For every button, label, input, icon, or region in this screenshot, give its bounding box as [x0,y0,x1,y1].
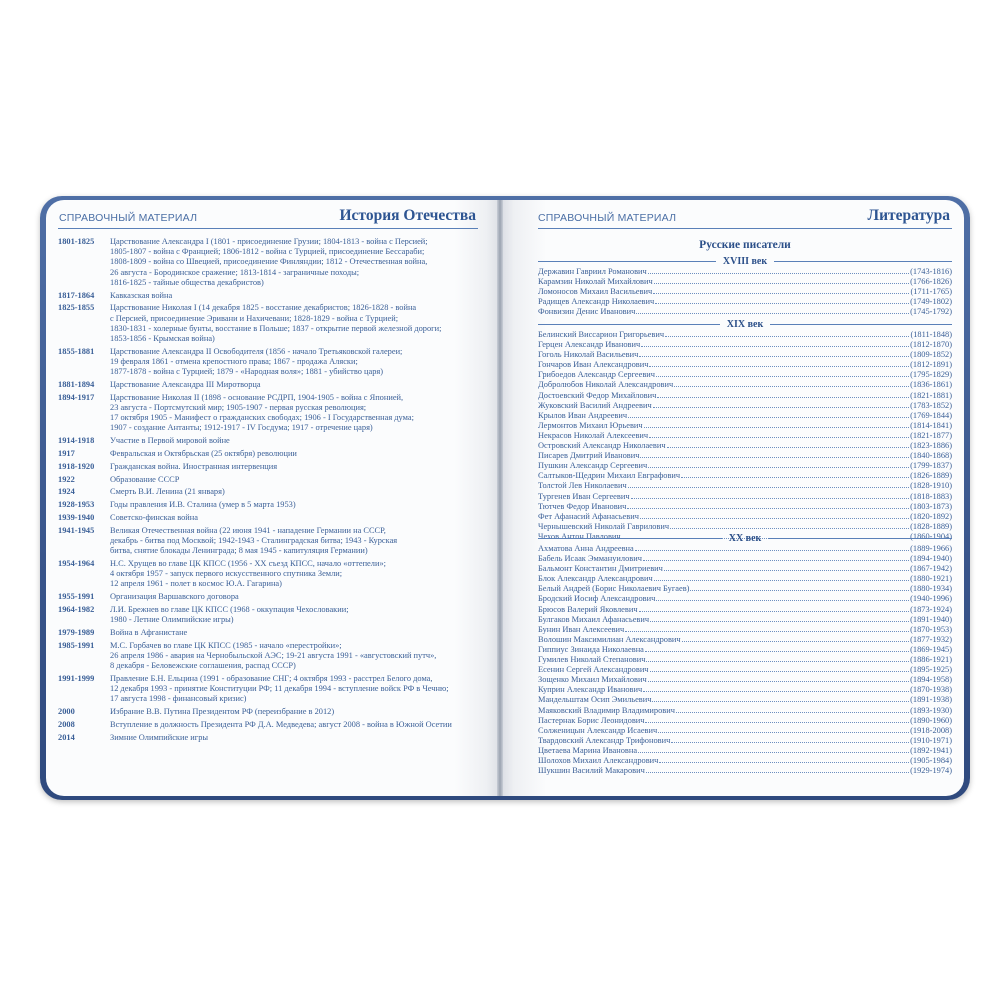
dot-leader [664,570,909,571]
dot-leader [682,641,910,642]
history-entry [58,628,478,638]
dot-leader [643,560,909,561]
dot-leader [631,498,910,499]
history-timeline [58,237,478,746]
writer-name: Островский Александр Николаевич [538,441,666,451]
writer-row [538,706,952,716]
writer-name: Гончаров Иван Александрович [538,360,649,370]
writer-row [538,756,952,766]
writer-years: (1940-1996) [910,594,952,604]
dot-leader [667,447,910,448]
dot-leader [641,346,909,347]
dot-leader [648,681,909,682]
history-entry [58,526,478,557]
history-entry [58,674,478,705]
writer-years: (1860-1904) [910,531,952,541]
history-entry-text: Смерть В.И. Ленина (21 января) [110,487,225,497]
writer-years: (1812-1870) [910,340,952,350]
writer-years: (1783-1852) [910,400,952,410]
dot-leader [639,356,909,357]
dot-leader [656,600,909,601]
writers-list [538,330,952,542]
writers-subtitle: Русские писатели [699,239,791,251]
dot-leader [690,590,909,591]
history-entry [58,449,478,459]
writer-row [538,564,952,574]
left-header-rule [58,228,478,229]
writer-name: Бродский Иосиф Александрович [538,594,656,604]
writer-name: Крылов Иван Андреевич [538,410,628,420]
century-label: XVIII век [722,255,768,267]
writer-name: Толстой Лев Николаевич [538,481,627,491]
dot-leader [650,621,909,622]
history-entry-year: 1917 [58,449,75,459]
writer-row [538,340,952,350]
writer-name: Пастернак Борис Леонидович [538,715,645,725]
dot-leader [656,376,909,377]
history-entry-year: 1928-1953 [58,500,95,510]
writer-row [538,522,952,532]
writer-row [538,471,952,481]
writer-years: (1812-1891) [910,360,952,370]
writer-name: Достоевский Федор Михайлович [538,390,657,400]
writer-years: (1820-1892) [910,511,952,521]
heading-rule [538,538,722,539]
dot-leader [645,651,909,652]
writer-name: Салтыков-Щедрин Михаил Евграфович [538,471,681,481]
right-page-title: Литература [867,207,950,224]
writer-years: (1870-1938) [910,685,952,695]
writer-row [538,746,952,756]
history-entry-text: Царствование Николая I (14 декабря 1825 - восстание декабристов; 1826-1828 - война с Персией, присоединение Эривани и Нахичевани; 1828-1829 - война с Турцией; 1830-1831 - холерные бунты, восстание в Польше; 1837 - открытие первой железной дороги; 1853-1856 - Крымская война) [110,303,442,344]
dot-leader [654,580,909,581]
history-entry-text: Организация Варшавского договора [110,592,239,602]
writer-years: (1840-1868) [910,451,952,461]
dot-leader [625,631,909,632]
writer-row [538,277,952,287]
dot-leader [640,518,909,519]
history-entry-year: 1954-1964 [58,559,95,568]
writer-years: (1880-1934) [910,584,952,594]
writer-row [538,307,952,317]
writer-name: Мандельштам Осип Эмильевич [538,695,652,705]
writer-row [538,502,952,512]
writer-years: (1886-1921) [910,655,952,665]
writer-row [538,391,952,401]
history-entry [58,393,478,434]
history-entry [58,592,478,602]
writer-name: Гумилев Николай Степанович [538,655,646,665]
writer-name: Блок Александр Александрович [538,574,653,584]
writer-name: Есенин Сергей Александрович [538,665,649,675]
dot-leader [655,303,909,304]
writer-row [538,287,952,297]
writer-row [538,665,952,675]
writer-name: Волошин Максимилиан Александрович [538,634,681,644]
dot-leader [670,528,909,529]
writer-years: (1799-1837) [910,461,952,471]
writer-name: Бабель Исаак Эммануилович [538,554,642,564]
century-heading [538,255,952,267]
writer-years: (1891-1938) [910,695,952,705]
writer-row [538,431,952,441]
writer-years: (1766-1826) [910,277,952,287]
writer-years: (1711-1765) [910,287,952,297]
history-entry-year: 1801-1825 [58,237,95,246]
writer-name: Белинский Виссарион Григорьевич [538,330,665,339]
history-entry-text: Участие в Первой мировой войне [110,436,230,446]
history-entry [58,380,478,390]
history-entry [58,303,478,344]
writer-years: (1891-1940) [910,614,952,624]
dot-leader [627,508,909,509]
dot-leader [643,691,909,692]
century-heading [538,318,952,330]
dot-leader [652,701,909,702]
notebook-spine [497,200,503,796]
history-entry-text: Образование СССР [110,474,180,484]
writer-name: Фет Афанасий Афанасьевич [538,511,639,521]
writer-row [538,461,952,471]
history-entry-text: Гражданская война. Иностранная интервенция [110,461,278,471]
history-entry-year: 1894-1917 [58,392,95,402]
writers-list [538,544,952,776]
history-entry-text: Советско-финская война [110,513,198,522]
writer-name: Бунин Иван Алексеевич [538,624,625,634]
dot-leader [649,437,909,438]
dot-leader [665,336,909,337]
heading-rule [538,261,716,262]
writer-name: Шукшин Василий Макарович [538,766,645,776]
writer-name: Карамзин Николай Михайлович [538,277,653,287]
history-entry-text: М.С. Горбачев во главе ЦК КПСС (1985 - начало «перестройки»; 26 апреля 1986 - авария на Чернобыльской АЭС; 19-21 августа 1991 - «августовский путч», 8 декабря - Беловежские соглашения, распад СССР) [110,640,437,671]
history-entry-text: Великая Отечественная война (22 июня 1941 - нападение Германии на СССР, декабрь - битва под Москвой; 1942-1943 - Сталинградская битва; 1943 - Курская битва, снятие блокады Ленинграда; 8 мая 1945 - капитуляция Германии) [110,525,398,556]
writer-years: (1823-1886) [910,441,952,451]
writer-years: (1814-1841) [910,420,952,430]
heading-rule [770,324,952,325]
writer-years: (1828-1889) [910,521,952,531]
history-entry [58,291,478,301]
dot-leader [646,772,909,773]
writer-name: Булгаков Михаил Афанасьевич [538,614,650,624]
writer-years: (1880-1921) [910,574,952,584]
dot-leader [644,427,910,428]
writer-years: (1818-1883) [910,491,952,501]
writer-row [538,584,952,594]
writer-years: (1743-1816) [910,267,952,276]
history-entry-year: 1985-1991 [58,640,95,650]
writer-years: (1869-1945) [910,644,952,654]
writer-row [538,360,952,370]
history-entry-text: Правление Б.Н. Ельцина (1991 - образование СНГ; 4 октября 1993 - расстрел Белого дома, 12 декабря 1993 - принятие Конституции РФ; 11 декабря 1994 - вступление войск РФ в Чечню; 17 августа 1998 - финансовый кризис) [110,674,449,704]
history-entry [58,237,478,288]
history-entry-year: 2008 [58,720,75,729]
writer-years: (1877-1932) [910,634,952,644]
writer-row [538,605,952,615]
writer-years: (1826-1889) [910,471,952,481]
writer-name: Тургенев Иван Сергеевич [538,491,630,501]
dot-leader [659,762,909,763]
writer-row [538,594,952,604]
writer-name: Солженицын Александр Исаевич [538,725,658,735]
dot-leader [650,671,910,672]
history-entry [58,513,478,523]
writer-row [538,370,952,380]
writer-row [538,766,952,776]
dot-leader [658,732,909,733]
writer-name: Цветаева Марина Ивановна [538,745,638,755]
history-entry-text: Кавказская война [110,290,173,300]
writer-name: Писарев Дмитрий Иванович [538,451,640,461]
writer-name: Белый Андрей (Борис Николаевич Бугаев) [538,584,690,594]
writer-row [538,350,952,360]
century-heading [538,532,952,544]
writer-name: Добролюбов Николай Александрович [538,380,674,390]
history-entry [58,720,478,730]
writer-name: Куприн Александр Иванович [538,685,643,695]
history-entry [58,475,478,485]
history-entry [58,500,478,510]
writer-name: Твардовский Александр Трифонович [538,735,671,745]
writer-years: (1828-1910) [910,481,952,491]
dot-leader [646,661,909,662]
writer-row [538,267,952,277]
dot-leader [628,487,909,488]
writer-name: Лермонтов Михаил Юрьевич [538,420,643,430]
history-entry [58,462,478,472]
history-entry-year: 1941-1945 [58,525,95,535]
history-entry-text: Избрание В.В. Путина Президентом РФ (переизбрание в 2012) [110,707,335,717]
writer-years: (1809-1852) [910,350,952,360]
right-header-rule [538,228,952,229]
writer-years: (1867-1942) [910,564,952,574]
writer-row [538,645,952,655]
dot-leader [653,407,909,408]
history-entry [58,605,478,625]
history-entry-year: 2014 [58,732,75,742]
writer-years: (1892-1941) [910,745,952,755]
history-entry-text: Царствование Николая II (1898 - основание РСДРП, 1904-1905 - война с Японией, 23 августа - Портсмутский мир; 1905-1907 - первая русская революция; 17 октября 1905 - Манифест о гражданских свободах; 1906 - I Государственная дума; 1907 - создание Антанты; 1912-1917 - IV Госдума; 1917 - отречение царя) [110,392,414,433]
writer-name: Пушкин Александр Сергеевич [538,461,648,471]
writer-row [538,297,952,307]
history-entry [58,487,478,497]
writer-years: (1749-1802) [910,297,952,307]
history-entry-year: 1922 [58,474,75,484]
history-entry-year: 1991-1999 [58,674,95,683]
writer-years: (1890-1960) [910,715,952,725]
history-entry-year: 1964-1982 [58,605,95,614]
dot-leader [674,386,909,387]
writer-name: Чехов Антон Павлович [538,531,621,541]
history-entry-year: 1881-1894 [58,380,95,390]
century-label: XX век [728,532,762,544]
writer-years: (1821-1881) [910,390,952,400]
history-entry-year: 1924 [58,487,75,497]
writer-name: Бальмонт Константин Дмитриевич [538,564,663,574]
writer-years: (1803-1873) [910,501,952,511]
history-entry-text: Годы правления И.В. Сталина (умер в 5 марта 1953) [110,500,296,510]
writer-row [538,736,952,746]
writer-years: (1894-1940) [910,554,952,564]
writer-row [538,695,952,705]
writer-row [538,380,952,390]
history-entry-text: Н.С. Хрущев во главе ЦК КПСС (1956 - ХХ съезд КПСС, начало «оттепели»; 4 октября 1957 - запуск первого искусственного спутника Земли; 12 апреля 1961 - полет в космос Ю.А. Гагарина) [110,559,386,589]
writer-name: Грибоедов Александр Сергеевич [538,370,656,380]
dot-leader [657,397,909,398]
history-entry-year: 1979-1989 [58,628,95,637]
history-entry-text: Царствование Александра III Миротворца [110,380,261,390]
writer-name: Гоголь Николай Васильевич [538,350,639,360]
writer-years: (1873-1924) [910,604,952,614]
writer-row [538,481,952,491]
dot-leader [639,611,910,612]
writer-name: Зощенко Михаил Михайлович [538,675,647,685]
history-entry-year: 1955-1991 [58,592,95,602]
dot-leader [653,293,909,294]
history-entry [58,641,478,672]
writer-years: (1905-1984) [910,755,952,765]
writer-row [538,330,952,340]
writer-years: (1870-1953) [910,624,952,634]
writer-row [538,675,952,685]
writer-name: Чернышевский Николай Гаврилович [538,521,670,531]
writer-name: Фонвизин Денис Иванович [538,307,636,317]
writer-row [538,574,952,584]
history-entry-text: Царствование Александра I (1801 - присоединение Грузии; 1804-1813 - война с Персией; 1805-1807 - война с Францией; 1806-1812 - война с Турцией, присоединение Бессараби; 1808-1809 - война со Швецией, присоединение Финляндии; 1812 - Отечественная война, 26 августа - Бородинское сражение; 1813-1814 - заграничные походы; 1816-1825 - тайные общества декабристов) [110,237,428,287]
history-entry-text: Зимние Олимпийские игры [110,732,209,742]
writer-row [538,655,952,665]
writer-years: (1811-1848) [910,330,952,339]
dot-leader [645,722,909,723]
history-entry-year: 1918-1920 [58,461,95,471]
writer-row [538,411,952,421]
writer-years: (1769-1844) [910,410,952,420]
writer-name: Ахматова Анна Андреевна [538,544,634,553]
heading-rule [538,324,720,325]
writer-name: Брюсов Валерий Яковлевич [538,604,638,614]
dot-leader [671,742,909,743]
writer-name: Гиппиус Зинаида Николаевна [538,644,644,654]
writer-years: (1894-1958) [910,675,952,685]
history-entry [58,559,478,590]
century-label: XIX век [726,318,764,330]
writer-years: (1929-1974) [910,766,952,776]
history-entry-year: 1914-1918 [58,436,95,446]
dot-leader [628,417,909,418]
history-entry [58,707,478,717]
history-entry [58,436,478,446]
writer-row [538,401,952,411]
writer-years: (1889-1966) [910,544,952,553]
writer-row [538,635,952,645]
writer-row [538,512,952,522]
dot-leader [649,366,909,367]
writer-row [538,726,952,736]
dot-leader [635,550,909,551]
writer-years: (1836-1861) [910,380,952,390]
history-entry-year: 1855-1881 [58,346,95,356]
writer-years: (1910-1971) [910,735,952,745]
writer-name: Шолохов Михаил Александрович [538,755,659,765]
dot-leader [636,313,909,314]
history-entry [58,347,478,378]
writer-years: (1821-1877) [910,430,952,440]
writer-row [538,492,952,502]
writer-years: (1918-2008) [910,725,952,735]
writer-name: Ломоносов Михаил Васильевич [538,287,653,297]
writer-name: Герцен Александр Иванович [538,340,641,350]
history-entry-year: 1817-1864 [58,290,95,300]
dot-leader [640,457,909,458]
history-entry-text: Вступление в должность Президента РФ Д.А. Медведева; август 2008 - война в Южной Осетии [110,720,452,729]
dot-leader [638,752,909,753]
writer-years: (1893-1930) [910,705,952,715]
writer-row [538,421,952,431]
writer-row [538,685,952,695]
writer-name: Державин Гавриил Романович [538,267,647,276]
heading-rule [774,261,952,262]
writer-years: (1895-1925) [910,665,952,675]
history-entry-year: 2000 [58,707,75,717]
dot-leader [654,283,909,284]
writers-list [538,267,952,317]
left-section-label: СПРАВОЧНЫЙ МАТЕРИАЛ [59,212,198,224]
writer-name: Тютчев Федор Иванович [538,501,627,511]
dot-leader [676,712,909,713]
writer-row [538,441,952,451]
writer-row [538,554,952,564]
history-entry [58,733,478,743]
dot-leader [681,477,909,478]
dot-leader [648,273,909,274]
history-entry-text: Царствование Александра II Освободителя (1856 - начало Третьяковской галереи; 19 февраля 1861 - отмена крепостного права; 1867 - продажа Аляски; 1877-1878 - война с Турцией; 1879 - «Народная воля»; 1881 - убийство царя) [110,346,403,377]
writer-name: Некрасов Николай Алексеевич [538,430,649,440]
heading-rule [768,538,952,539]
left-page-title: История Отечества [339,207,476,224]
history-entry-year: 1825-1855 [58,303,95,313]
dot-leader [648,467,909,468]
writer-row [538,451,952,461]
writer-name: Жуковский Василий Андреевич [538,400,652,410]
writer-name: Маяковский Владимир Владимирович [538,705,675,715]
writer-row [538,615,952,625]
writer-years: (1745-1792) [910,307,952,317]
writer-years: (1795-1829) [910,370,952,380]
history-entry-year: 1939-1940 [58,513,95,522]
history-entry-text: Война в Афганистане [110,628,188,637]
history-entry-text: Февральская и Октябрьская (25 октября) революции [110,449,297,459]
right-section-label: СПРАВОЧНЫЙ МАТЕРИАЛ [538,212,677,224]
writer-name: Радищев Александр Николаевич [538,297,655,307]
writer-row [538,625,952,635]
writer-row [538,544,952,554]
history-entry-text: Л.И. Брежнев во главе ЦК КПСС (1968 - оккупация Чехословакии; 1980 - Летние Олимпийские игры) [110,605,349,625]
writer-row [538,716,952,726]
